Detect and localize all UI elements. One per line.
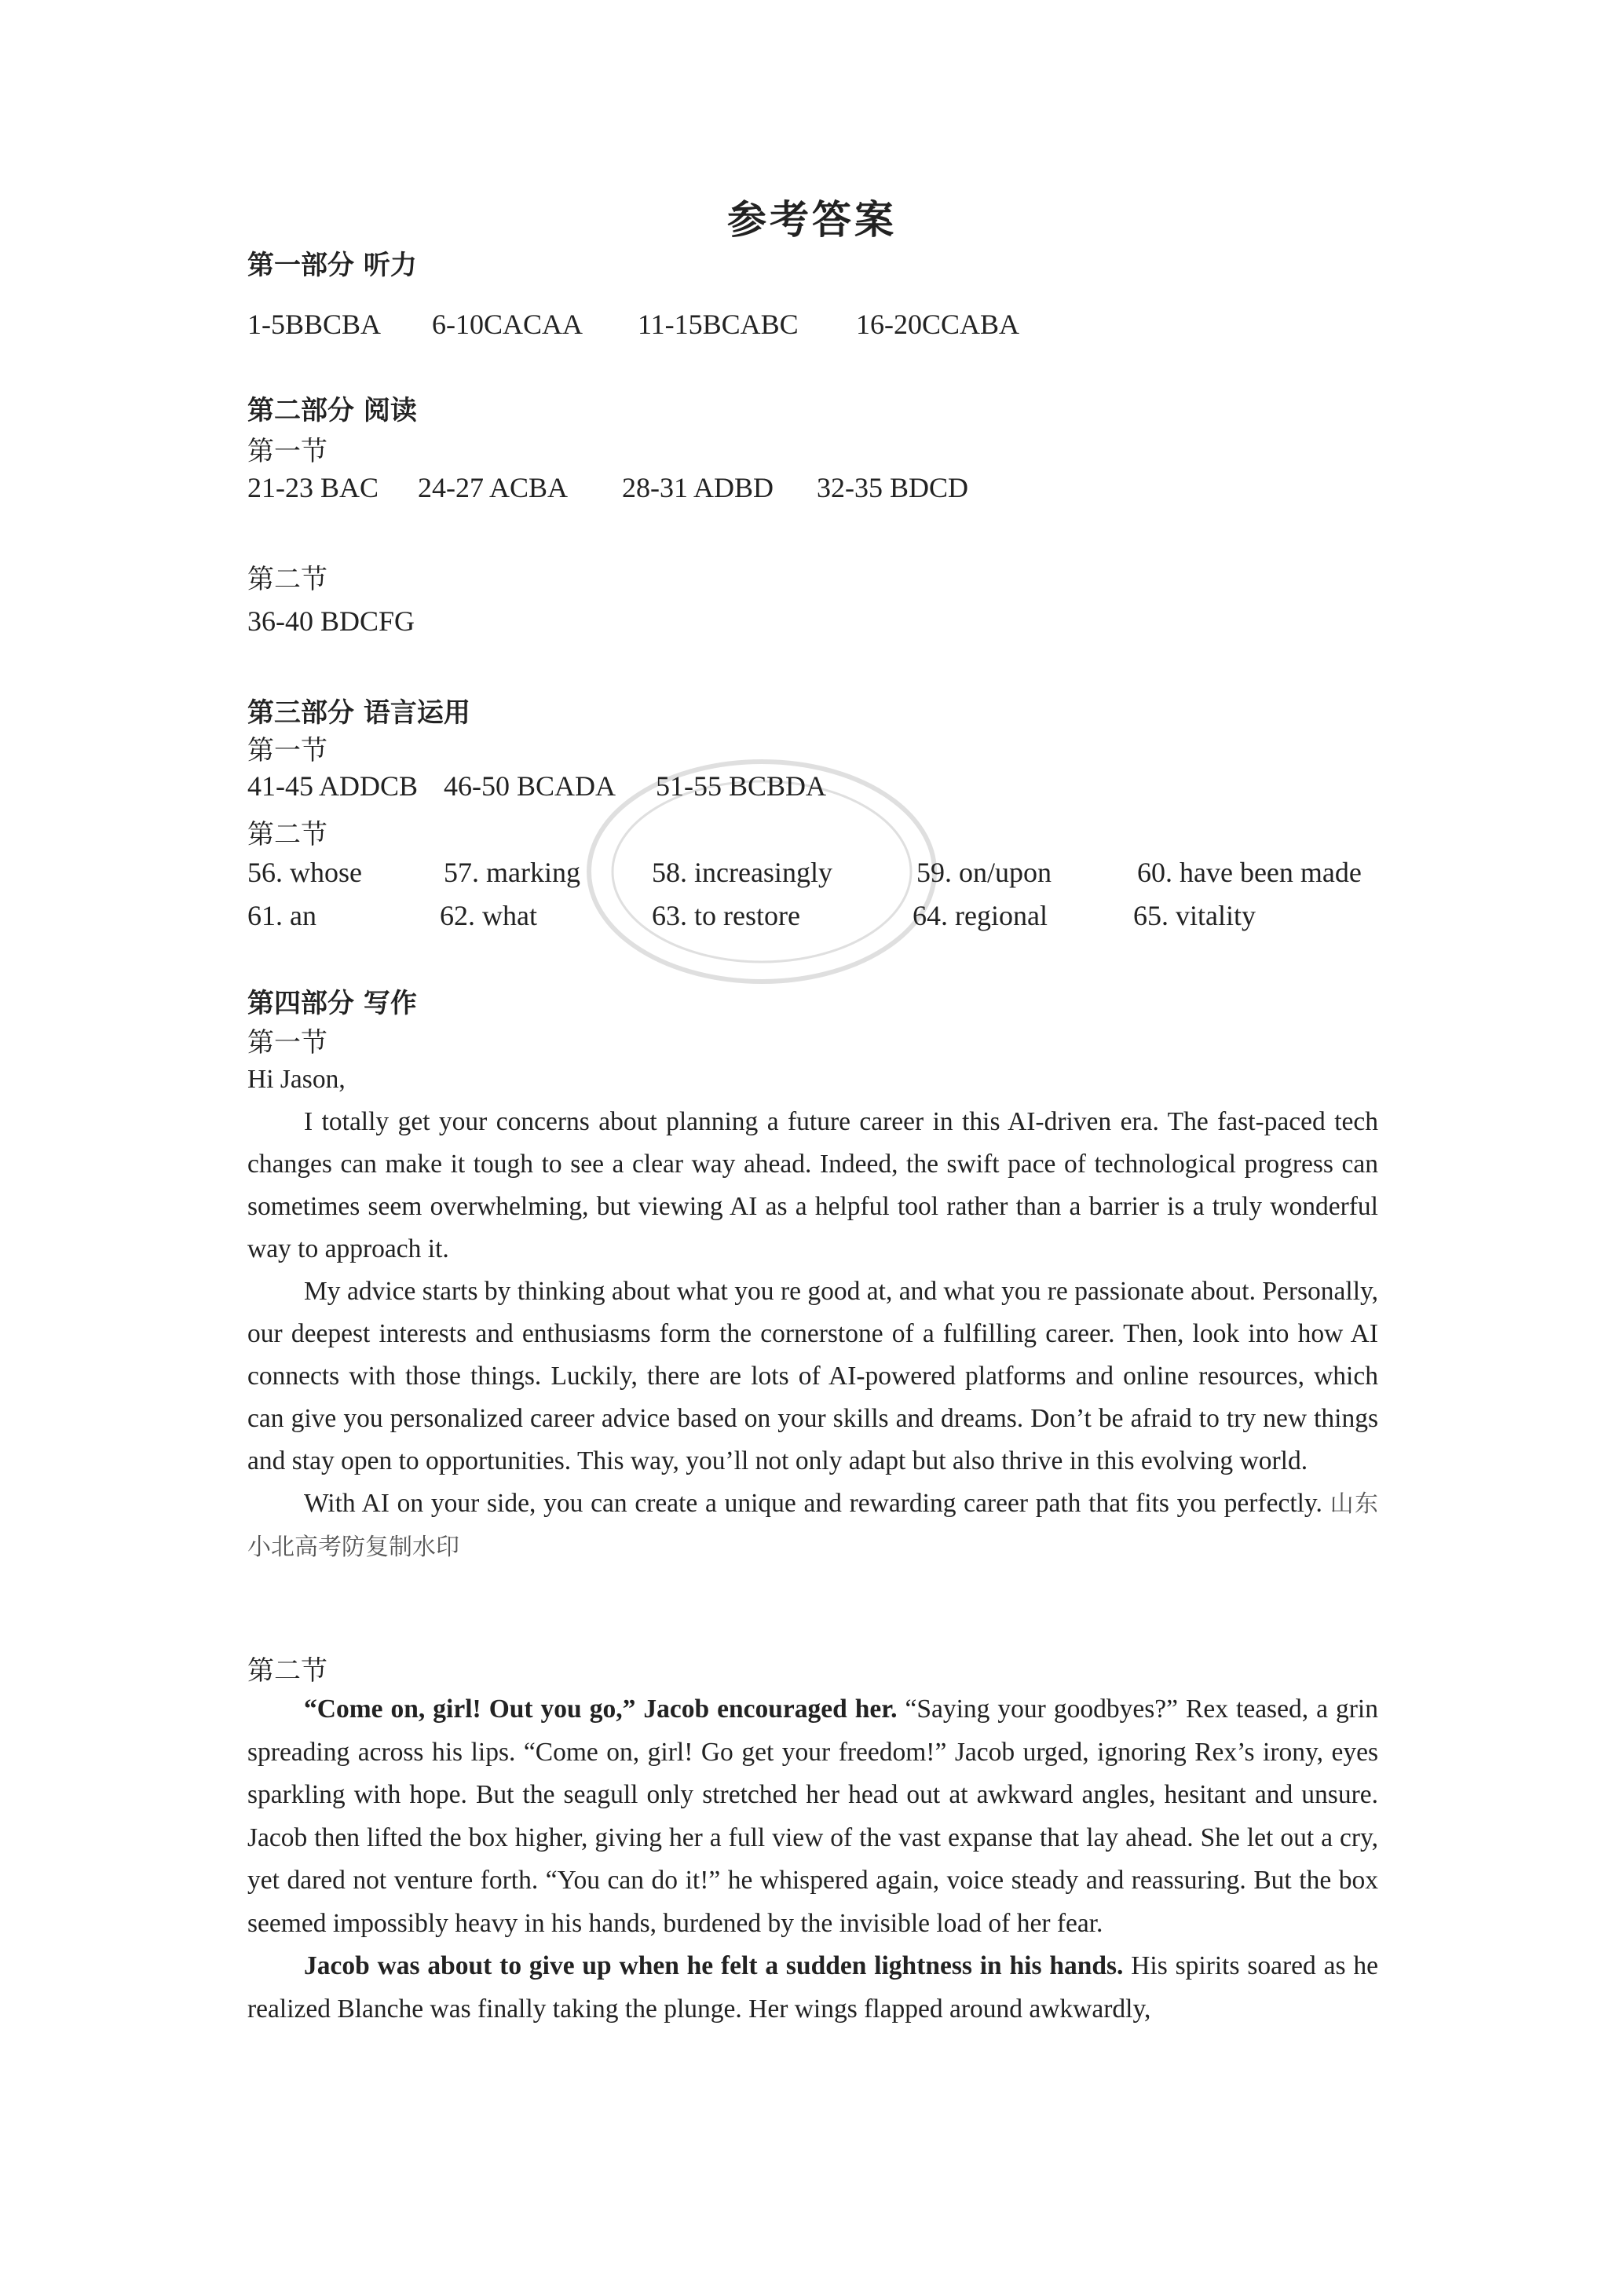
answer-group: 1-5BBCBA: [247, 309, 382, 340]
part4-heading: 第四部分 写作: [247, 988, 417, 1019]
letter-paragraph: I totally get your concerns about planning a future career in this AI-driven era. The fast-paced tech changes can make it tough to see a clear way ahead. Indeed, the swift pace of technological progress can sometimes seem overwhelming, but viewing AI as a helpful tool rather than a barrier is a truly wonderful way to approach it.: [247, 1107, 1378, 1263]
part3-section2-label: 第二节: [247, 819, 327, 850]
letter-paragraph: My advice starts by thinking about what you re good at, and what you re passionate about. Personally, our deepest interests and enthusiasms form the cornerstone of a fulfilling career. Then, look into how AI connects with those things. Luckily, there are lots of AI-powered platforms and online resources, which can give you personalized career advice based on your skills and dreams. Don’t be afraid to try new things and stay open to opportunities. This way, you’ll not only adapt but also thrive in this evolving world.: [247, 1277, 1378, 1475]
answer-group: 32-35 BDCD: [817, 472, 969, 503]
part3-section1-label: 第一节: [247, 735, 327, 766]
continuation-story: [247, 1688, 1378, 2031]
blank-answer: 64. regional: [913, 900, 1048, 931]
story-paragraph: [247, 1945, 1378, 2031]
part1-heading: 第一部分 听力: [247, 250, 417, 281]
watermark-text: 山东小北高考防复制水印: [247, 1490, 1379, 1561]
answer-group: 6-10CACAA: [432, 309, 583, 340]
part2-section1-answers: [0, 471, 1624, 510]
answer-group: 51-55 BCBDA: [656, 770, 827, 802]
story-paragraph: [247, 1688, 1378, 1945]
answer-group: 28-31 ADBD: [622, 472, 774, 503]
blank-answer: 57. marking: [444, 857, 580, 888]
blank-answer: 56. whose: [247, 857, 362, 888]
blank-answer: 59. on/upon: [916, 857, 1052, 888]
part2-section1-label: 第一节: [247, 436, 327, 467]
part2-section2-answers: [0, 605, 1624, 644]
part3-section2-row1: [0, 856, 1624, 895]
part3-section2-row2: [0, 899, 1624, 938]
part2-heading: 第二部分 阅读: [247, 395, 417, 426]
story-text: “Saying your goodbyes?” Rex teased, a grin spreading across his lips. “Come on, girl! Go get your freedom!” Jacob urged, ignoring Rex’s irony, eyes sparkling with hope. But the seagull only stretched her head out at awkward angles, hesitant and unsure. Jacob then lifted the box higher, giving her a full view of the vast expanse that lay ahead. She let out a cry, yet dared not venture forth. “You can do it!” he whispered again, voice steady and reassuring. But the box seemed impossibly heavy in his hands, burdened by the invisible load of her fear.: [247, 1695, 1378, 1938]
part4-section1-label: 第一节: [247, 1027, 327, 1058]
answer-group: 21-23 BAC: [247, 472, 379, 503]
part4-section2-label: 第二节: [247, 1655, 327, 1687]
blank-answer: 61. an: [247, 900, 316, 931]
writing-letter: [247, 1058, 1378, 1569]
part2-section2-label: 第二节: [247, 564, 327, 595]
answer-group: 11-15BCABC: [638, 309, 799, 340]
answer-group: 46-50 BCADA: [444, 770, 616, 802]
letter-paragraph: [247, 1483, 1378, 1569]
answer-group: 24-27 ACBA: [418, 472, 569, 503]
letter-greeting: Hi Jason,: [247, 1065, 346, 1094]
blank-answer: 58. increasingly: [652, 857, 832, 888]
blank-answer: 65. vitality: [1133, 900, 1256, 931]
story-opening-sentence: “Come on, girl! Out you go,” Jacob encouraged her.: [304, 1695, 898, 1724]
blank-answer: 60. have been made: [1137, 857, 1362, 888]
part3-section1-answers: [0, 770, 1624, 809]
page-title: 参考答案: [727, 196, 897, 243]
part1-answers: [0, 308, 1624, 347]
story-text: His spirits soared as he realized Blanche was finally taking the plunge. Her wings flapped around awkwardly,: [247, 1951, 1378, 2024]
letter-paragraph-text: With AI on your side, you can create a unique and rewarding career path that fits you perfectly.: [304, 1489, 1322, 1518]
answer-group: 41-45 ADDCB: [247, 770, 419, 802]
story-opening-sentence: Jacob was about to give up when he felt a sudden lightness in his hands.: [304, 1951, 1124, 1980]
blank-answer: 63. to restore: [652, 900, 800, 931]
answer-group: 16-20CCABA: [856, 309, 1020, 340]
answer-group: 36-40 BDCFG: [247, 605, 415, 637]
blank-answer: 62. what: [440, 900, 537, 931]
part3-heading: 第三部分 语言运用: [247, 697, 470, 729]
